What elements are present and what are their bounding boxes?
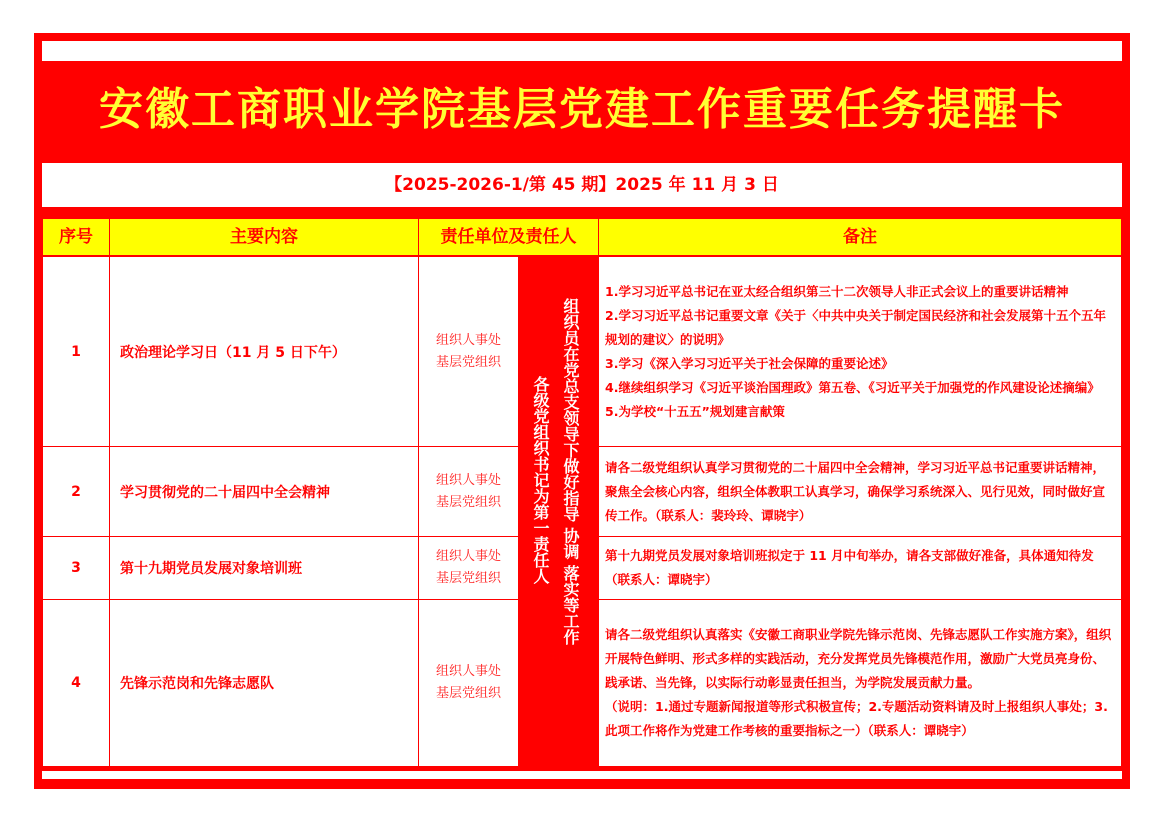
header-content: 主要内容 <box>109 218 419 256</box>
unit-line-2: 基层党组织 <box>435 354 501 370</box>
table-row-2-content: 学习贯彻党的二十届四中全会精神 <box>109 446 419 537</box>
table-row-3-no: 3 <box>42 536 110 600</box>
table-row-1-note <box>598 256 1122 447</box>
header-note: 备注 <box>598 218 1122 256</box>
table-row-2-no: 2 <box>42 446 110 537</box>
table-row-4-unit <box>418 599 519 767</box>
table-row-1-unit <box>418 256 519 447</box>
issue-date-line: 【2025-2026-1/第 45 期】2025 年 11 月 3 日 <box>42 163 1122 207</box>
table-row-1-content: 政治理论学习日（11 月 5 日下午） <box>109 256 419 447</box>
unit-line-1: 组织人事处 <box>435 332 501 348</box>
table-row-3-unit <box>418 536 519 600</box>
table-row-4-note <box>598 599 1122 767</box>
responsibility-band <box>518 257 598 767</box>
note-item: 5.为学校“十五五”规划建言献策 <box>605 403 785 419</box>
header-responsible: 责任单位及责任人 <box>418 218 599 256</box>
unit-line-2: 基层党组织 <box>435 686 501 701</box>
table-row-3-note <box>598 536 1122 600</box>
note-item: 2.学习习近平总书记重要文章《关于〈中共中央关于制定国民经济和社会发展第十五个五年规划的建议〉的说明》 <box>605 307 1106 347</box>
unit-line-1: 组织人事处 <box>435 549 501 564</box>
note-item: 3.学习《深入学习习近平关于社会保障的重要论述》 <box>605 355 894 371</box>
table-row-3-content: 第十九期党员发展对象培训班 <box>109 536 419 600</box>
note-item: （说明：1.通过专题新闻报道等形式积极宣传；2.专题活动资料请及时上报组织人事处；3.此项工作将作为党建工作考核的重要指标之一）（联系人：谭晓宇） <box>605 699 1108 738</box>
unit-line-1: 组织人事处 <box>435 664 501 679</box>
side-text-organizer: 组织员在党总支领导下做好指导 协调 落实等工作 <box>561 298 580 646</box>
unit-line-1: 组织人事处 <box>435 472 501 488</box>
unit-line-2: 基层党组织 <box>435 494 501 510</box>
table-row-4-content: 先锋示范岗和先锋志愿队 <box>109 599 419 767</box>
side-text-secretary: 各级党组织书记为第一责任人 <box>531 376 550 584</box>
top-white-strip <box>42 41 1122 61</box>
page-title: 安徽工商职业学院基层党建工作重要任务提醒卡 <box>99 84 1065 135</box>
bottom-white-strip <box>42 771 1122 779</box>
table-row-4-no: 4 <box>42 599 110 767</box>
header-no: 序号 <box>42 218 110 256</box>
note-item: 请各二级党组织认真落实《安徽工商职业学院先锋示范岗、先锋志愿队工作实施方案》，组织开展特色鲜明、形式多样的实践活动，充分发挥党员先锋模范作用，激励广大党员亮身份、践承诺、当先锋，以实际行动彰显责任担当，为学院发展贡献力量。 <box>605 627 1112 690</box>
note-item: 4.继续组织学习《习近平谈治国理政》第五卷、《习近平关于加强党的作风建设论述摘编》 <box>605 379 1100 395</box>
note-item: 1.学习习近平总书记在亚太经合组织第三十二次领导人非正式会议上的重要讲话精神 <box>605 283 1069 299</box>
table-row-1-no: 1 <box>42 256 110 447</box>
table-row-2-unit <box>418 446 519 537</box>
unit-line-2: 基层党组织 <box>435 571 501 586</box>
note-item: 请各二级党组织认真学习贯彻党的二十届四中全会精神，学习习近平总书记重要讲话精神，聚焦全会核心内容，组织全体教职工认真学习，确保学习系统深入、见行见效，同时做好宣传工作。（联系人：裴玲玲、谭晓宇） <box>605 459 1106 523</box>
table-row-2-note <box>598 446 1122 537</box>
note-item: 第十九期党员发展对象培训班拟定于 11 月中旬举办，请各支部做好准备，具体通知待发（联系人：谭晓宇） <box>605 548 1094 587</box>
